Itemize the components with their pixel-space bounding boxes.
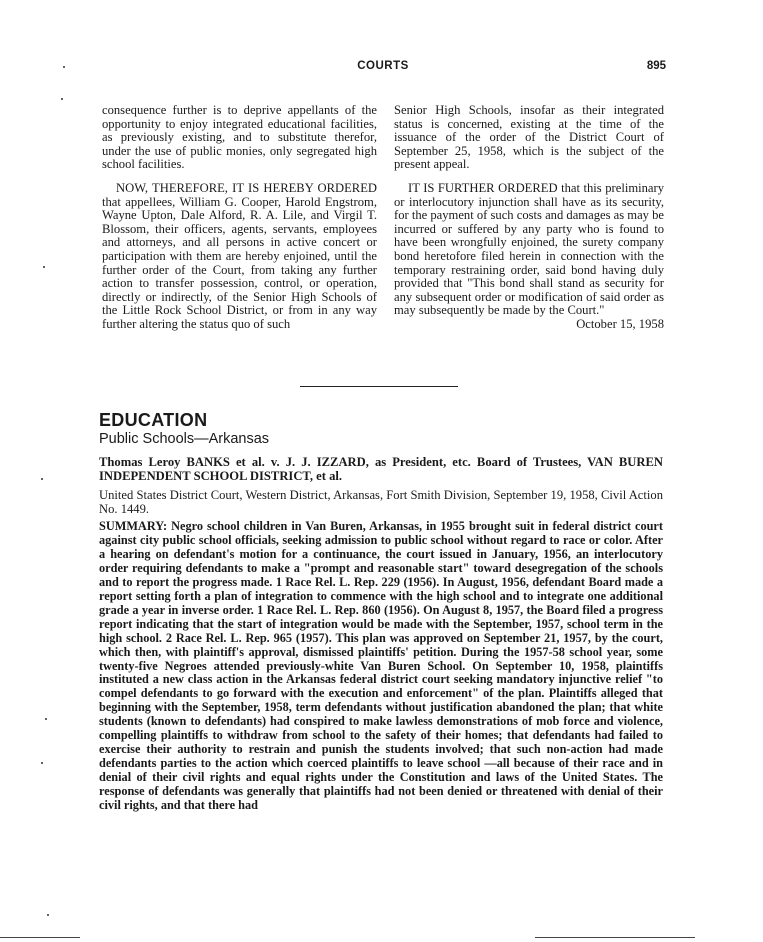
left-paragraph-1: consequence further is to deprive appellants of the opportunity to enjoy integrated educational facilities, as previously existing, and to substitute therefor, under the use of public monies, only segregated high school facilities. — [102, 103, 377, 172]
section-title: EDUCATION — [99, 410, 208, 430]
scan-speck — [43, 266, 45, 268]
running-head — [100, 60, 666, 76]
court-citation: United States District Court, Western District, Arkansas, Fort Smith Division, September 19, 1958, Civil Action No. 1449. — [99, 488, 663, 516]
scan-speck — [47, 914, 49, 916]
page-number: 895 — [646, 60, 666, 72]
section-divider — [300, 386, 458, 387]
running-head-title: COURTS — [357, 60, 409, 72]
summary-label: SUMMARY: — [99, 519, 168, 533]
right-column — [394, 104, 664, 332]
scan-edge-line-right — [535, 937, 695, 938]
scan-speck — [41, 478, 43, 480]
section-subtitle: Public Schools—Arkansas — [99, 431, 270, 447]
scan-speck — [41, 762, 43, 764]
right-paragraph-2: IT IS FURTHER ORDERED that this preliminary or interlocutory injunction shall have as its security, for the payment of such costs and damages as may be incurred or suffered by any party who is found to have been wrongfully enjoined, the surety company bond heretofore filed herein in connection with the temporary restraining order, said bond having duly provided that "This bond shall stand as security for any subsequent order or modification of said order as may subsequently be made by the Court." — [394, 180, 664, 318]
scan-edge-line-left — [0, 937, 80, 938]
case-caption: Thomas Leroy BANKS et al. v. J. J. IZZARD, as President, etc. Board of Trustees, VAN BUREN INDEPENDENT SCHOOL DISTRICT, et al. — [99, 455, 663, 483]
left-column — [102, 104, 377, 342]
right-paragraph-1: Senior High Schools, insofar as their integrated status is concerned, existing at the time of the issuance of the order of the District Court of September 25, 1958, which is the subject of the present appeal. — [394, 103, 664, 172]
order-date: October 15, 1958 — [576, 316, 664, 331]
left-paragraph-2: NOW, THEREFORE, IT IS HEREBY ORDERED that appellees, William G. Cooper, Harold Engstrom, Wayne Upton, Dale Alford, R. A. Lile, and Virgil T. Blossom, their officers, agents, servants, employees and attorneys, and all persons in active concert or participation with them are hereby enjoined, until the further order of the Court, from taking any further action to transfer possession, control, or operation, directly or indirectly, of the Senior High Schools of the Little Rock School District, or from in any way further altering the status quo of such — [102, 180, 377, 331]
scan-speck — [45, 718, 47, 720]
summary-text: Negro school children in Van Buren, Arkansas, in 1955 brought suit in federal district court against city public school officials, seeking admission to public school without regard to race or color. After a hearing on defendant's motion for a continuance, the court issued in January, 1956, an interlocutory order requiring defendants to make a "prompt and reasonable start" toward desegregation of the schools and to report the progress made. 1 Race Rel. L. Rep. 229 (1956). In August, 1956, defendant Board made a report setting forth a plan of integration to commence with the high school and to integrate one additional grade a year in inverse order. 1 Race Rel. L. Rep. 860 (1956). On August 8, 1957, the Board filed a progress report indicating that the start of integration would be made with the September, 1957, school term in the high school. 2 Race Rel. L. Rep. 965 (1957). This plan was approved on September 21, 1957, by the court, which then, with plaintiff's approval, dismissed plaintiffs' petition. During the 1957-58 school year, some twenty-five Negroes attended previously-white Van Buren School. On September 10, 1958, plaintiffs instituted a new class action in the Arkansas federal district court seeking mandatory injunctive relief "to compel defendants to go forward with the execution and enforcement" of the plan. Plaintiffs alleged that beginning with the September, 1958, term defendants without justification abandoned the plan; that white students (known to defendants) had conspired to make lawless demonstrations of mob force and violence, compelling plaintiffs to withdraw from school to the safety of their homes; that defendants had failed to exercise their authority to restrain and punish the students involved; that such non-action had made defendants parties to the action which coerced plaintiffs to leave school —all because of their race and in denial of their civil rights and equal rights under the Constitution and laws of the United States. The response of defendants was generally that plaintiffs had not been denied or threatened with denial of their civil rights, and that there had — [99, 519, 663, 813]
scan-speck — [61, 98, 63, 100]
scan-speck — [63, 66, 65, 68]
case-summary — [99, 520, 663, 813]
